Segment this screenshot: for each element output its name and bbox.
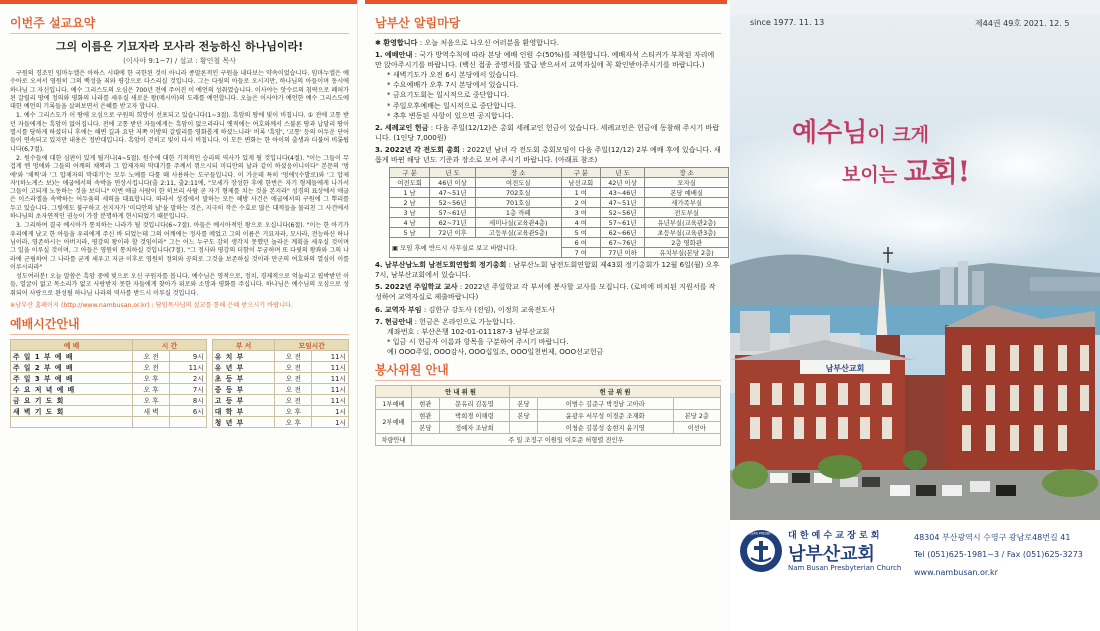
row-label: 차량안내 <box>376 433 412 445</box>
table-cell: 이선아 <box>673 421 720 433</box>
spacer <box>376 385 412 397</box>
table-row <box>11 395 349 406</box>
table-cell: 정예자 조남희 <box>439 421 509 433</box>
table-cell: 3 여 <box>561 208 600 218</box>
table-row <box>11 384 349 395</box>
table-cell: 57~61년 <box>430 208 476 218</box>
table-cell: 2시 <box>170 373 207 384</box>
table-cell <box>510 421 538 433</box>
table-cell: 2층 영화관 <box>645 238 729 248</box>
slogan-line-1: 예수님이 크게 <box>792 118 930 148</box>
table-cell: 문유리 김동엽 <box>439 397 509 409</box>
church-photo <box>730 15 1100 520</box>
notice-5: 5. 2022년 주일학교 교사 : 2022년 주일학교 각 부서에 봉사할 교사를 모집니다. (로비에 비치된 지원서를 작성하여 교역자실로 제출바랍니다) <box>375 282 716 302</box>
table-cell: 청 년 부 <box>212 417 275 428</box>
col-header: 년 도 <box>600 168 644 178</box>
table-cell: 11시 <box>312 351 349 362</box>
table-cell: 여전도실 <box>475 178 561 188</box>
table-cell: 오 후 <box>275 406 312 417</box>
table-cell: 57~61년 <box>600 218 644 228</box>
worship-table <box>10 339 349 428</box>
table-cell: 오 전 <box>133 351 170 362</box>
table-row <box>390 208 729 218</box>
table-cell <box>133 417 170 428</box>
sermon-paragraph: 구원의 징조인 임마누엘은 아하스 시대에 한 국한된 것이 아니라 종말론적인 구원을 내다보는 약속이었습니다. 임마누엘은 예수아로 오셔서 영원히 그의 백성을 죄와 평강으로 다스리실 것입니다. 그는 다윗의 아들로 오시지만, 하나님의 아들이며 동시에 하나님 그 자신입니다. 예수 그리스도의 오심은 700년 전에 주어진 이 예언의 성취였습니다. 이사야는 앗수르의 침략으로 폐허가 된 갈릴리 땅에 정의와 평화의 나라를 세우실 새로운 왕(메시아)의 도래를 예언합니다. 오늘은 이사야가 예언한 예수 그리스도에 대한 예언의 기록들을 살펴보면서 은혜를 받고자 합니다. <box>10 70 349 111</box>
svg-text:NAMBUSAN PRESBYTERIAN: NAMBUSAN PRESBYTERIAN <box>739 531 783 536</box>
table-cell <box>11 417 133 428</box>
table-cell: 4 여 <box>561 218 600 228</box>
notice-6: 6. 교역자 부임 : 김한규 강도사 (전임), 이정희 교육전도사 <box>375 304 555 314</box>
table-cell: 오 후 <box>133 373 170 384</box>
notice-4: 4. 남부산남노회 남전도회연합회 정기총회 : 남부산노회 남전도회연합회 제43회 정기총회가 12월 6일(월) 오후 7시, 남부산교회에서 있습니다. <box>375 260 720 280</box>
address: 48304 부산광역시 수영구 광남로48번길 41 <box>914 533 1071 542</box>
top-stripe <box>365 0 727 4</box>
cover-footer <box>730 520 1100 631</box>
table-cell: 초등부실(교육관3층) <box>645 228 729 238</box>
col-header: 부 서 <box>212 340 275 351</box>
table-cell: 오 전 <box>275 373 312 384</box>
list-item: * 추후 변동된 사항이 있으면 공지합니다. <box>387 110 514 120</box>
list-item: * 주일오후예배는 일시적으로 중단합니다. <box>387 100 517 110</box>
table-cell: 47~51년 <box>600 198 644 208</box>
table-cell: 현관 <box>412 409 440 421</box>
table-cell: 오 전 <box>275 384 312 395</box>
sermon-column <box>0 0 358 631</box>
table-cell: 52~56년 <box>430 198 476 208</box>
table-cell: 본당 예배실 <box>645 188 729 198</box>
notice-heading: 남부산 알림마당 <box>375 14 721 34</box>
table-cell: 11시 <box>312 373 349 384</box>
table-header-row <box>11 340 349 351</box>
table-cell: 윤광우 서무성 이경준 조재화 <box>537 409 673 421</box>
table-cell: 본당 <box>510 409 538 421</box>
notice-2: 2. 세례교인 헌금 : 다음 주일(12/12)은 총회 세례교인 헌금이 있습니다. 세례교인은 헌금에 동참해 주시기 바랍니다. (1인당 7,000원) <box>375 122 720 142</box>
table-cell: 금 요 기 도 회 <box>11 395 133 406</box>
top-stripe <box>0 0 357 4</box>
col-header: 년 도 <box>430 168 476 178</box>
table-row <box>390 188 729 198</box>
table-row <box>376 397 721 409</box>
table-note: ▣ 모임 후에 반드시 사무실로 보고 바랍니다. <box>390 238 562 258</box>
sermon-paragraph: 1. 예수 그리스도가 이 땅에 오심으로 구원의 희망이 선포되고 있습니다(1~3절). 흑암의 땅에 빛이 비칩니다. ① 전에 고통 받던 자들에게는 흑암이 없어집니다. 전에 고통 받던 자들에게는 흑암이 없으리라니 옛적에는 여호와께서 스불론 땅과 납달리 땅이 멸시를 당하게 하셨더니 후에는 해변 길과 요단 저쪽 이방의 갈릴리를 영화롭게 하셨느니라' 비록 '흑암', '고통' 등의 어두운 단어들이 연속되고 있지만 내용은 정반대입니다. 흑암이 걷히고 빛이 다시 비칩니다. 이 모든 변화는 한 아이의 출생과 더불어 비롯됩니다(6,7절). <box>10 112 349 153</box>
volunteer-table <box>375 385 721 446</box>
table-row <box>11 406 349 417</box>
table-cell: 77년 이하 <box>600 248 644 258</box>
table-cell: 유년부실(교육관2층) <box>645 218 729 228</box>
table-cell: 현관 <box>412 397 440 409</box>
table-cell: 62~71년 <box>430 218 476 228</box>
table-cell: 여전도회 <box>390 178 430 188</box>
table-cell: 67~76년 <box>600 238 644 248</box>
table-cell: 고등부실(교육관5층) <box>475 228 561 238</box>
table-cell: 오 전 <box>275 362 312 373</box>
table-cell: 오 전 <box>275 351 312 362</box>
table-cell <box>673 397 720 409</box>
table-cell: 2 여 <box>561 198 600 208</box>
table-cell: 대 학 부 <box>212 406 275 417</box>
col-header: 장 소 <box>645 168 729 178</box>
table-cell: 43~46년 <box>600 188 644 198</box>
col-header: 시 간 <box>133 340 207 351</box>
table-cell: 42년 이상 <box>600 178 644 188</box>
table-cell: 초 등 부 <box>212 373 275 384</box>
table-row <box>390 178 729 188</box>
table-cell: 오 전 <box>275 395 312 406</box>
table-cell: 오 후 <box>133 395 170 406</box>
worship-heading: 예배시간안내 <box>10 315 349 335</box>
col-header: 모임시간 <box>275 340 349 351</box>
sermon-paragraph: 3. 그리하여 결국 예시아가 통치하는 나라가 될 것입니다(6~7절). 아들은 예시아적인 왕으로 오십니다(6절). "이는 한 아기가 우리에게 났고 한 아들을 우리에게 주신 바 되었는데 그의 어깨에는 정사를 메었고 그의 이름은 기묘자라, 모사라, 전능하신 하나님이라, 영존하시는 아버지라, 평강의 왕이라 할 것임이라" 그는 어느 누구도 감히 생각지 못했던 놀라운 계획을 세우실 것이며 그 일을 이루실 것이며, 그 아들은 영원히 통치하실 것입니다(7절). "그 정사와 평강의 더함이 무궁하며 또 다윗의 왕좌와 그의 나라에 군림하여 그 나라를 굳게 세우고 지금 이후로 영원히 정의와 공의로 그것을 보존하실 것이라 만군의 여호와의 열심이 이를 이루시리라" <box>10 222 349 271</box>
denomination: 대 한 예 수 교 장 로 회 <box>788 531 880 541</box>
table-row <box>11 351 349 362</box>
table-row <box>11 417 349 428</box>
table-cell: 11시 <box>312 362 349 373</box>
table-cell: 모자실 <box>645 178 729 188</box>
table-cell: 5 여 <box>561 228 600 238</box>
table-row <box>390 218 729 228</box>
table-cell: 오 전 <box>133 362 170 373</box>
table-cell: 1부예배 <box>376 397 412 409</box>
table-cell: 수 요 저 녁 예 배 <box>11 384 133 395</box>
table-cell: 유 치 부 <box>212 351 275 362</box>
table-cell: 1시 <box>312 406 349 417</box>
table-cell: 1 여 <box>561 188 600 198</box>
table-header-row <box>390 168 729 178</box>
table-cell: 701호실 <box>475 198 561 208</box>
table-cell: 46년 이상 <box>430 178 476 188</box>
table-cell: 8시 <box>170 395 207 406</box>
table-cell: 고 등 부 <box>212 395 275 406</box>
table-cell: 전도부실 <box>645 208 729 218</box>
table-cell: 702호실 <box>475 188 561 198</box>
offering-note: * 입금 시 헌금자 이름과 항목을 구분하여 주시기 바랍니다. <box>387 336 569 346</box>
welcome-line: ✱ 환영합니다 : 오늘 처음으로 나오신 여러분을 환영합니다. <box>375 38 559 47</box>
table-cell <box>170 417 207 428</box>
table-cell: 이청순 김봉성 송현지 윤기영 <box>537 421 673 433</box>
table-cell: 1 남 <box>390 188 430 198</box>
table-cell: 2 남 <box>390 198 430 208</box>
table-row <box>376 409 721 421</box>
table-cell: 세미나실(교육관4층) <box>475 218 561 228</box>
volunteer-heading: 봉사위원 안내 <box>375 361 721 381</box>
list-item: * 새벽기도가 오전 6시 본당에서 있습니다. <box>387 70 519 80</box>
table-cell: 중 등 부 <box>212 384 275 395</box>
account-number: 계좌번호 : 부산은행 102-01-011187-3 남부산교회 <box>387 326 550 336</box>
website-link[interactable]: www.nambusan.or.kr <box>914 568 998 577</box>
slogan-line-2: 보이는 교회! <box>842 155 971 188</box>
table-cell: 남선교회 <box>561 178 600 188</box>
notice-7: 7. 현금안내 : 헌금은 온라인으로 가능합니다. 계좌번호 : 부산은행 102-01-011187-3 남부산교회 * 입금 시 헌금자 이름과 항목을 구분하여 주시기 바랍니다. 예) OOO주일, OOO감사, OOO십일조, OOO일천번제, OOO선교헌금 <box>375 317 721 357</box>
col-header: 예 배 <box>11 340 133 351</box>
table-row <box>376 421 721 433</box>
table-cell: 박희경 이해령 <box>439 409 509 421</box>
assembly-table <box>389 167 729 258</box>
table-cell: 6시 <box>170 406 207 417</box>
table-cell: 4 남 <box>390 218 430 228</box>
table-header-row <box>376 385 721 397</box>
table-cell: 6 여 <box>561 238 600 248</box>
list-item: * 금요기도회는 일시적으로 중단합니다. <box>387 90 510 100</box>
table-cell: 새 벽 기 도 회 <box>11 406 133 417</box>
table-row <box>390 238 729 248</box>
table-cell: 3 남 <box>390 208 430 218</box>
church-name: 남부산교회 <box>788 544 875 565</box>
table-cell: 47~51년 <box>430 188 476 198</box>
sermon-subtitle: (이사야 9:1~7) / 설교 : 황인철 목사 <box>123 57 236 65</box>
sermon-paragraph: 2. 원수들에 대한 심판이 있게 될거니(4~5절). 원수에 대한 기적적인 승리의 역사가 있게 될 것입니다(4절). "이는 그들이 무겁게 멘 멍에와 그들의 어깨의 채찍과 그 압제자의 막대기를 주께서 꺾으시되 미디안의 날과 같이 하셨음이니이다" 본문의 '멍에'와 '채찍'과 '그 압제자의 막대기'는 모두 노예를 다룰 때 사용하는 도구들입니다. 이 가운데 특히 '멍에'(수발로)와 '그 압제자'(하노게스 보)는 애굽에서의 속박을 연상시킵니다(출 2:11, 출2:11에, "모세가 장성한 후에 한번은 자기 형제들에게 나가서 그들이 고되게 노동하는 것을 보더니" 이번 애굽 사람이 한 히브리 사람 곧 자기 형제를 치는 것을 본지라" 성경의 표상에서 애굽은 이스라엘을 속박하는 어두움의 세력을 대표합니다. 따라서 성경에서 말하는 모든 해방 사건은 애굽에서의 구원에 그 뿌리를 두고 있습니다. 그렇에도 불구하고 선지자가 '미디안의 날'을 말하는 것은, 지극히 작은 수효로 많은 대적들을 물리친 그 사건에서 하나님의 초자연적인 권능이 가장 분명하게 현시되었기 때문입니다. <box>10 154 349 221</box>
table-cell: 새 벽 <box>133 406 170 417</box>
sermon-title: 그의 이름은 기묘자라 모사라 전능하신 하나님이라! <box>55 40 304 53</box>
table-cell: 11시 <box>312 395 349 406</box>
table-row <box>11 373 349 384</box>
col-header: 헌 금 위 원 <box>510 385 721 397</box>
col-header: 안 내 위 원 <box>412 385 510 397</box>
table-cell: 오 후 <box>133 384 170 395</box>
offering-example: 예) OOO주일, OOO감사, OOO십일조, OOO일천번제, OOO선교헌금 <box>387 346 604 356</box>
table-row <box>11 362 349 373</box>
table-cell: 7시 <box>170 384 207 395</box>
table-cell: 유치부실(본당 2층) <box>645 248 729 258</box>
since-date: since 1977. 11. 13 <box>750 18 825 27</box>
table-cell: 52~56년 <box>600 208 644 218</box>
table-cell: 7 여 <box>561 248 600 258</box>
building-sign: 남부산교회 <box>825 364 865 373</box>
table-cell: 주 일 2 부 예 배 <box>11 362 133 373</box>
table-cell: 본당 <box>510 397 538 409</box>
notice-1: 1. 예배안내 : 국가 방역수칙에 따라 본당 예배 인원 수(50%)를 제한합니다. 예배자석 스티커가 부착된 자리에만 앉아주시기를 바랍니다. (백신 접종 증명서를 발급 받으셔서 교역자실에 꼭 확인받아주시기를 바랍니다.) <box>375 50 715 70</box>
table-cell: 72년 이후 <box>430 228 476 238</box>
table-cell: 11시 <box>312 384 349 395</box>
table-cell: 1시 <box>312 417 349 428</box>
notice-1-items <box>375 70 721 120</box>
table-cell: 9시 <box>170 351 207 362</box>
table-cell: 주 일 1 부 예 배 <box>11 351 133 362</box>
church-english-name: Nam Busan Presbyterian Church <box>788 564 902 572</box>
sermon-paragraph: 성도여러분! 오늘 말씀은 흑암 중에 빛으로 오신 구원자를 봅니다. 예수님은 영적으로, 정치, 경제적으로 억눌리고 핍박받던 이들, 얼굴이 없고 목소리가 없고 사랑받지 못한 자들에게 찾아가 위로와 소망과 평화를 주십니다. 하나님은 예수님의 오심으로 성취되어 사랑으로 완성될 하나님 나라의 역사를 받드시 이루실 것입니다. <box>10 273 349 297</box>
table-cell: 오 후 <box>275 417 312 428</box>
table-row <box>390 228 729 238</box>
table-cell: 주 일 3 부 예 배 <box>11 373 133 384</box>
table-cell: 본당 2층 <box>673 409 720 421</box>
notice-3: 3. 2022년 각 전도회 총회 : 2022년 남녀 각 전도회 총회모임이 다음 주일(12/12) 2부 예배 후에 있습니다. 새롭게 바뀐 해당 년도 기준과 장소로 모여 주시기 바랍니다. (아래표 참조) <box>375 144 721 165</box>
car-schedule: 주 일 조정구 이원일 이호준 허형렬 전인우 <box>412 433 721 445</box>
table-cell: 유 년 부 <box>212 362 275 373</box>
table-cell: 11시 <box>170 362 207 373</box>
list-item: * 수요예배가 오후 7시 본당에서 있습니다. <box>387 80 519 90</box>
table-cell: 2부예배 <box>376 409 412 433</box>
table-cell: 1층 까페 <box>475 208 561 218</box>
table-cell: 새가족부실 <box>645 198 729 208</box>
table-cell: 62~66년 <box>600 228 644 238</box>
table-row <box>376 433 721 445</box>
sermon-heading: 이번주 설교요약 <box>10 14 349 34</box>
col-header: 장 소 <box>475 168 561 178</box>
col-header: 구 분 <box>561 168 600 178</box>
table-cell: 이범수 김준구 박정남 고아라 <box>537 397 673 409</box>
table-row <box>390 198 729 208</box>
homepage-note: ※남부산 홈페이지 (http://www.nambusan.or.kr) : 담임목사님의 설교를 통해 은혜 받으시기 바랍니다. <box>10 302 294 310</box>
notice-column <box>365 0 727 631</box>
cover-column <box>730 0 1100 631</box>
col-header: 구 분 <box>390 168 430 178</box>
table-cell: 5 남 <box>390 228 430 238</box>
issue-number: 제44권 49호 2021. 12. 5 <box>975 19 1070 28</box>
church-seal-icon <box>738 528 784 574</box>
table-cell: 본당 <box>412 421 440 433</box>
phone-fax: Tel (051)625-1981~3 / Fax (051)625-3273 <box>914 550 1083 559</box>
